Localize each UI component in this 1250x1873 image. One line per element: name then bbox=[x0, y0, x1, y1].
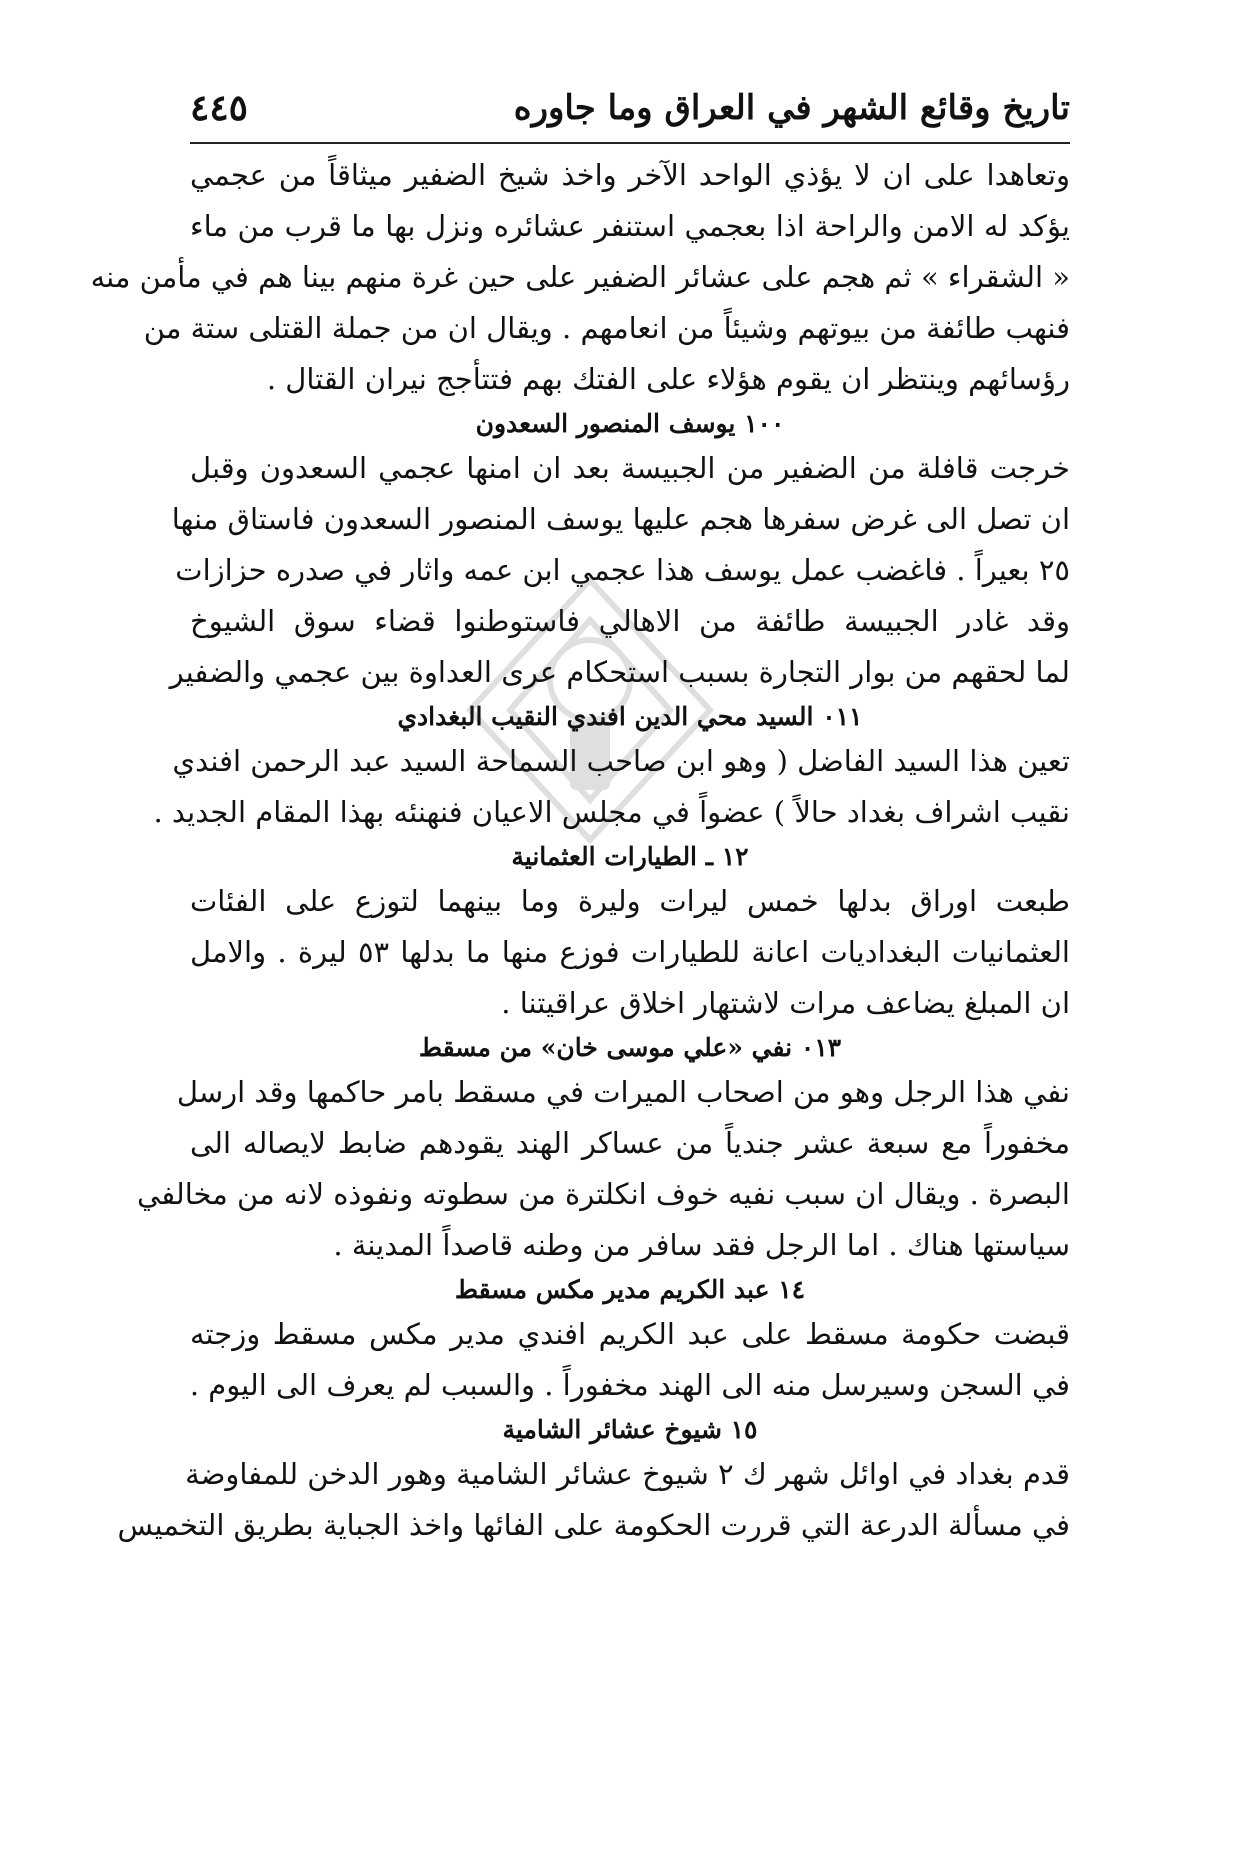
text-line: تعين هذا السيد الفاضل ( وهو ابن صاحب السماحة السيد عبد الرحمن افندي bbox=[172, 744, 1070, 778]
text-line: رؤسائهم وينتظر ان يقوم هؤلاء على الفتك بهم فتتأجج نيران القتال . bbox=[266, 362, 1070, 396]
text-line: البصرة . ويقال ان سبب نفيه خوف انكلترة من سطوته ونفوذه لانه من مخالفي bbox=[137, 1177, 1070, 1211]
page-number: ٤٤٥ bbox=[190, 87, 249, 129]
section-heading: ٠١١ السيد محي الدين افندي النقيب البغدادي bbox=[397, 702, 863, 731]
text-line: مخفوراً مع سبعة عشر جندياً من عساكر الهند يقودهم ضابط لايصاله الى bbox=[190, 1126, 1070, 1160]
section-heading: ٠١٣ نفي «علي موسى خان» من مسقط bbox=[418, 1033, 842, 1062]
text-line: فنهب طائفة من بيوتهم وشيئاً من انعامهم . ويقال ان من جملة القتلى ستة من bbox=[143, 311, 1070, 345]
text-line: قدم بغداد في اوائل شهر ك ٢ شيوخ عشائر الشامية وهور الدخن للمفاوضة bbox=[185, 1457, 1070, 1491]
header-rule bbox=[190, 142, 1070, 144]
text-line: في مسألة الدرعة التي قررت الحكومة على الفائها واخذ الجباية بطريق التخميس bbox=[117, 1508, 1070, 1542]
text-line: سياستها هناك . اما الرجل فقد سافر من وطنه قاصداً المدينة . bbox=[333, 1228, 1070, 1262]
running-header bbox=[190, 78, 1070, 138]
text-line: نقيب اشراف بغداد حالاً ) عضواً في مجلس الاعيان فنهنئه بهذا المقام الجديد . bbox=[153, 795, 1070, 829]
text-line: قبضت حكومة مسقط على عبد الكريم افندي مدير مكس مسقط وزجته bbox=[190, 1317, 1071, 1351]
text-line: ان تصل الى غرض سفرها هجم عليها يوسف المنصور السعدون فاستاق منها bbox=[171, 502, 1070, 536]
text-line: « الشقراء » ثم هجم على عشائر الضفير على حين غرة منهم بينا هم في مأمن منه bbox=[90, 260, 1070, 294]
text-line: طبعت اوراق بدلها خمس ليرات وليرة وما بينهما لتوزع على الفئات bbox=[190, 884, 1070, 918]
text-line: لما لحقهم من بوار التجارة بسبب استحكام عرى العداوة بين عجمي والضفير bbox=[169, 655, 1070, 689]
text-line: ٢٥ بعيراً . فاغضب عمل يوسف هذا عجمي ابن عمه واثار في صدره حزازات bbox=[175, 553, 1070, 587]
text-line: في السجن وسيرسل منه الى الهند مخفوراً . والسبب لم يعرف الى اليوم . bbox=[189, 1368, 1070, 1402]
section-heading: ١٠٠ يوسف المنصور السعدون bbox=[475, 409, 785, 438]
section-heading: ١٤ عبد الكريم مدير مكس مسقط bbox=[454, 1275, 806, 1304]
text-line: يؤكد له الامن والراحة اذا بعجمي استنفر عشائره ونزل بها ما قرب من ماء bbox=[190, 209, 1070, 243]
running-title: تاريخ وقائع الشهر في العراق وما جاوره bbox=[513, 88, 1070, 128]
text-line: وتعاهدا على ان لا يؤذي الواحد الآخر واخذ شيخ الضفير ميثاقاً من عجمي bbox=[190, 158, 1070, 192]
page-body bbox=[90, 150, 1071, 1551]
text-line: نفي هذا الرجل وهو من اصحاب الميرات في مسقط بامر حاكمها وقد ارسل bbox=[176, 1075, 1070, 1109]
text-line: العثمانيات البغداديات اعانة للطيارات فوزع منها ما بدلها ٥٣ ليرة . والامل bbox=[190, 935, 1070, 969]
text-line: ان المبلغ يضاعف مرات لاشتهار اخلاق عراقيتنا . bbox=[501, 986, 1070, 1020]
section-heading: ١٥ شيوخ عشائر الشامية bbox=[502, 1415, 758, 1444]
section-heading: ١٢ ـ الطيارات العثمانية bbox=[511, 842, 749, 871]
text-line: خرجت قافلة من الضفير من الجبيسة بعد ان امنها عجمي السعدون وقبل bbox=[190, 451, 1070, 485]
text-line: وقد غادر الجبيسة طائفة من الاهالي فاستوطنوا قضاء سوق الشيوخ bbox=[190, 604, 1070, 638]
